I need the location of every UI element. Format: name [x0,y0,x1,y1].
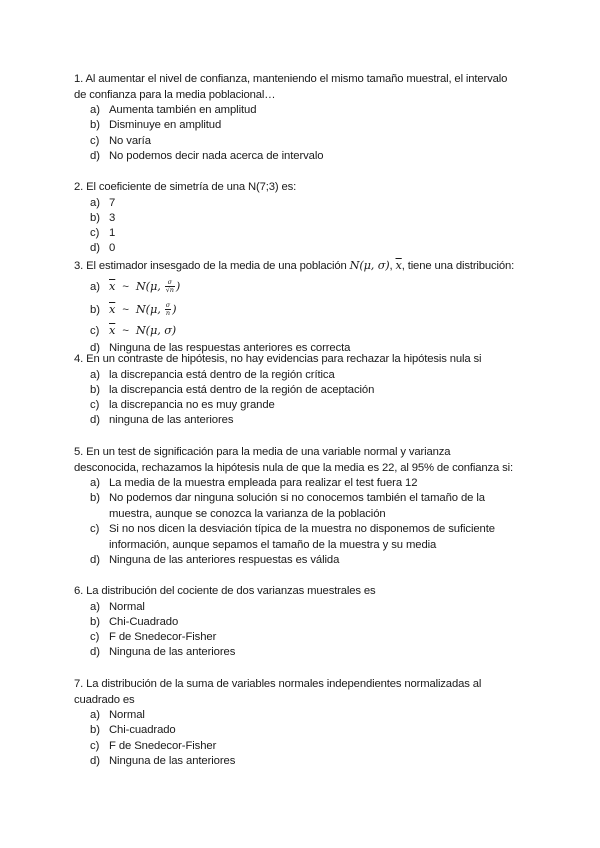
option-d: d) Ninguna de las respuestas anteriores es correcta [90,341,351,354]
option-b: b) $\overline{x}$ ~ N(μ, $\frac{\sigma}{n}$ ) [90,301,177,318]
option-d: d) Ninguna de las anteriores [90,754,236,767]
option-c: c) F de Snedecor-Fisher [90,739,217,752]
question-7-stem: 7. La distribución de la suma de variables normales independientes normalizadas al cuadrado es [74,678,482,706]
question-1 [74,72,526,164]
option-c: c) Si no nos dicen la desviación típica de la muestra no disponemos de suficiente información, aunque sepamos el tamaño de la muestra y su media [90,523,495,551]
option-a: a) $\overline{x}$ ~ N(μ, $\frac{\sigma}{√n}$ ) [90,278,181,295]
option-c: c) $\overline{x}$ ~ N(μ, σ) [90,323,177,337]
option-b: b) la discrepancia está dentro de la región de aceptación [90,383,375,396]
option-a: a) La media de la muestra empleada para realizar el test fuera 12 [90,477,418,489]
option-a: a) 7 [90,196,116,209]
option-a: a) Aumenta también en amplitud [90,104,257,116]
question-3-stem: 3. El estimador insesgado de la media de una población N(μ, σ), $\overline{x}$, tiene una distribución: [74,259,515,272]
option-c: c) 1 [90,227,116,240]
option-a: a) Normal [90,709,145,721]
population-distribution: N(μ, σ) [349,259,390,272]
question-2-stem: 2. El coeficiente de simetría de una N(7;3) es: [74,181,297,193]
sample-mean-symbol: $\overline{x}$ [109,323,116,337]
option-a: a) Normal [90,600,145,613]
question-2 [74,180,526,257]
sample-mean-symbol: $\overline{x}$ [109,279,116,293]
sample-mean-symbol: $\overline{x}$ [109,302,116,316]
option-d: d) Ninguna de las anteriores [90,646,236,659]
question-3 [74,258,526,356]
option-d: d) No podemos decir nada acerca de intervalo [90,149,324,162]
question-5-stem: 5. En un test de significación para la media de una variable normal y varianza desconocida, rechazamos la hipótesis nula de que la media es 22, al 95% de confianza si: [74,446,513,474]
question-4-stem: 4. En un contraste de hipótesis, no hay evidencias para rechazar la hipótesis nula si [74,353,482,365]
question-6 [74,584,526,661]
option-a: a) la discrepancia está dentro de la región crítica [90,368,335,381]
option-c: c) No varía [90,134,151,147]
option-b: b) No podemos dar ninguna solución si no conocemos también el tamaño de la muestra, aunque se conozca la varianza de la población [90,492,485,520]
fraction: $\frac{\sigma}{n}$ [165,301,171,318]
option-c: c) F de Snedecor-Fisher [90,631,217,644]
option-c: c) la discrepancia no es muy grande [90,399,275,412]
option-d: d) ninguna de las anteriores [90,414,234,427]
question-6-stem: 6. La distribución del cociente de dos varianzas muestrales es [74,585,376,597]
question-7 [74,677,526,769]
option-b: b) Chi-Cuadrado [90,615,179,628]
option-b: b) 3 [90,211,116,224]
option-b: b) Disminuye en amplitud [90,119,222,132]
sample-mean-symbol: $\overline{x}$ [395,259,402,272]
option-b: b) Chi-cuadrado [90,724,176,737]
fraction: $\frac{\sigma}{√n}$ [165,278,174,295]
option-d: d) 0 [90,242,116,255]
question-1-stem: 1. Al aumentar el nivel de confianza, manteniendo el mismo tamaño muestral, el intervalo de confianza para la media poblacional… [74,73,508,101]
question-4 [74,352,526,429]
option-d: d) Ninguna de las anteriores respuestas es válida [90,554,340,567]
question-5 [74,445,526,569]
